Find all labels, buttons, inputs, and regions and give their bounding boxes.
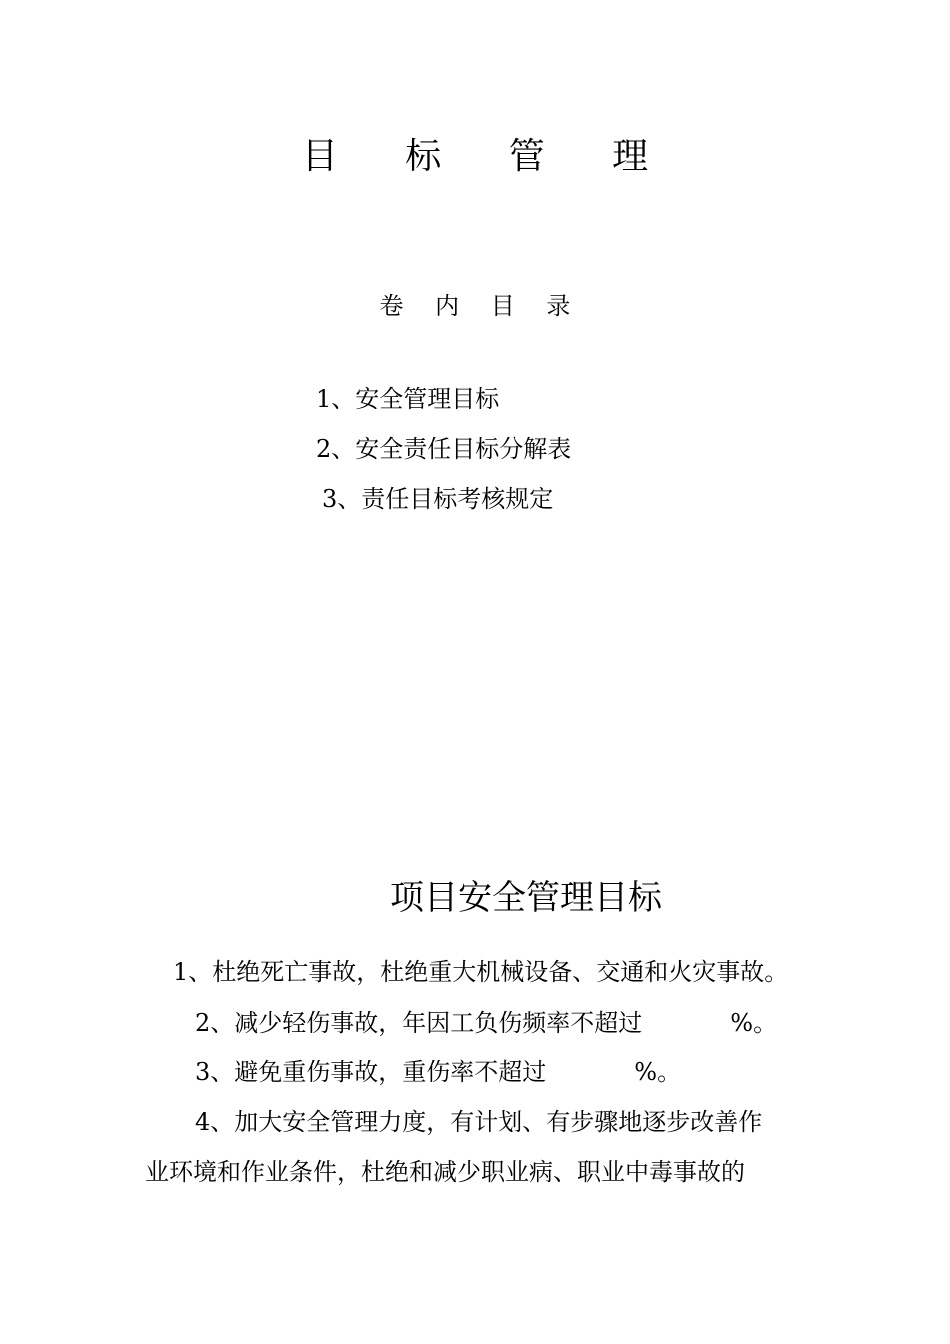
line-text: 2、减少轻伤事故，年因工负伤频率不超过 (195, 1009, 643, 1037)
body-paragraph-line: 业环境和作业条件，杜绝和减少职业病、职业中毒事故的 (145, 1158, 745, 1186)
section-title: 项目安全管理目标 (390, 878, 662, 918)
line-text: %。 (634, 1058, 682, 1086)
body-paragraph-line (195, 1008, 777, 1038)
body-paragraph-line: 4、加大安全管理力度，有计划、有步骤地逐步改善作 (195, 1108, 763, 1136)
body-paragraph-line (195, 1057, 681, 1087)
line-text: 3、避免重伤事故，重伤率不超过 (195, 1058, 547, 1086)
body-paragraph-line: 1、杜绝死亡事故，杜绝重大机械设备、交通和火灾事故。 (173, 958, 789, 986)
line-text: %。 (730, 1009, 778, 1037)
toc-heading: 卷 内 目 录 (379, 292, 583, 320)
toc-item: 2、安全责任目标分解表 (316, 435, 572, 463)
page-title: 目 标 管 理 (301, 136, 677, 177)
toc-item: 1、安全管理目标 (316, 385, 500, 413)
toc-item: 3、责任目标考核规定 (322, 485, 554, 513)
